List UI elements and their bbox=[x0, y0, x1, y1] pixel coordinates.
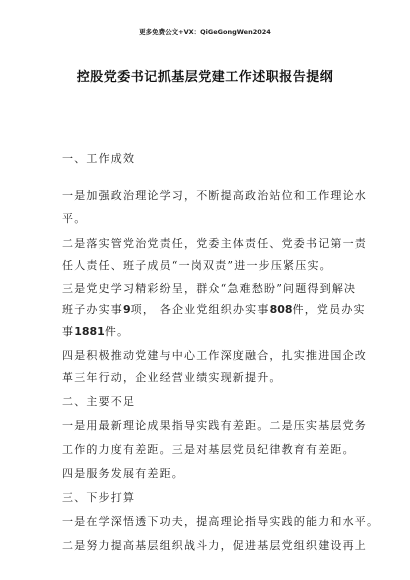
body-line bbox=[62, 301, 366, 317]
emphasized-number: 808 bbox=[269, 303, 293, 316]
text-run: 件，党员办实 bbox=[292, 303, 366, 316]
text-run: 一是在学深悟透下功夫，提高理论指导实践的能力和水平。 bbox=[62, 515, 380, 528]
body-line bbox=[62, 417, 367, 433]
body-line bbox=[62, 513, 380, 529]
text-run: 一、工作成效 bbox=[62, 152, 136, 165]
text-run: 二、主要不足 bbox=[62, 395, 136, 408]
text-run: 事 bbox=[62, 325, 75, 338]
document-title: 控股党委书记抓基层党建工作述职报告提纲 bbox=[76, 70, 334, 85]
text-run: 班子办实事 bbox=[62, 303, 123, 316]
text-run: 件。 bbox=[104, 325, 130, 338]
text-run: 一是用最新理论成果指导实践有差距。二是压实基层党务 bbox=[62, 419, 367, 432]
section-heading bbox=[62, 489, 362, 505]
body-line bbox=[62, 369, 362, 385]
text-run: 项， 各企业党组织办实事 bbox=[130, 303, 270, 316]
body-line bbox=[62, 280, 362, 296]
text-run: 四是积极推动党建与中心工作深度融合，扎实推进国企改 bbox=[62, 349, 367, 362]
text-run: 四是服务发展有差距。 bbox=[62, 467, 184, 480]
body-line bbox=[62, 257, 362, 273]
emphasized-number: 9 bbox=[123, 303, 131, 316]
body-line bbox=[62, 187, 367, 203]
body-line bbox=[62, 323, 362, 339]
text-run: 三是党史学习精彩纷呈，群众“急难愁盼”问题得到解决 bbox=[62, 282, 357, 295]
section-heading bbox=[62, 393, 362, 409]
emphasized-number: 1881 bbox=[74, 325, 105, 338]
text-run: 任人责任、班子成员“一岗双责”进一步压紧压实。 bbox=[62, 259, 332, 272]
header-note: 更多免费公文+VX：QiGeGongWen2024 bbox=[139, 28, 271, 36]
text-run: 工作的力度有差距。三是对基层党员纪律教育有差距。 bbox=[62, 443, 355, 456]
text-run: 革三年行动，企业经营业绩实现新提升。 bbox=[62, 371, 282, 384]
body-line bbox=[62, 235, 367, 251]
body-line bbox=[62, 441, 362, 457]
text-run: 三、下步打算 bbox=[62, 491, 136, 504]
text-run: 二是努力提高基层组织战斗力，促进基层党组织建设再上 bbox=[62, 539, 367, 552]
body-line bbox=[62, 465, 362, 481]
body-line bbox=[62, 537, 367, 553]
text-run: 平。 bbox=[62, 212, 87, 225]
body-line bbox=[62, 347, 367, 363]
text-run: 一是加强政治理论学习，不断提高政治站位和工作理论水 bbox=[62, 189, 367, 202]
section-heading bbox=[62, 150, 362, 166]
body-line bbox=[62, 210, 362, 226]
text-run: 二是落实管党治党责任，党委主体责任、党委书记第一责 bbox=[62, 237, 367, 250]
